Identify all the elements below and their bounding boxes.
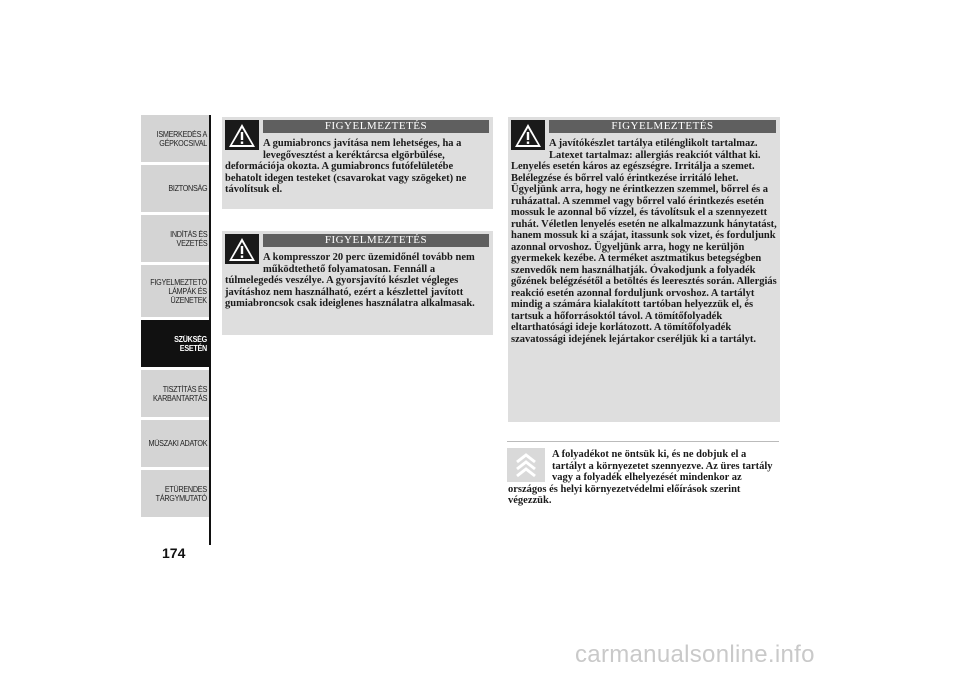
warning-text: A gumiabroncs javítása nem lehetséges, ha a levegővesztést a keréktárcsa elgörbülése, deformációja okozta. A gumiabroncs futófelületébe behatolt idegen testeket (csavarokat vagy szögeket) ne távolítsuk el.: [225, 138, 467, 195]
sidebar-item-warning-lights[interactable]: FIGYELMEZTETŐ LÁMPÁK ÉS ÜZENETEK: [141, 265, 211, 320]
section-sidebar: [141, 115, 211, 520]
sidebar-item-technical-data[interactable]: MŰSZAKI ADATOK: [141, 420, 211, 470]
sidebar-item-starting-driving[interactable]: INDÍTÁS ÉS VEZETÉS: [141, 215, 211, 265]
warning-box-sealant: [508, 117, 780, 422]
page-number: 174: [162, 545, 186, 561]
sidebar-item-safety[interactable]: BIZTONSÁG: [141, 165, 211, 215]
icon-indent: [225, 252, 263, 274]
sidebar-item-maintenance[interactable]: TISZTÍTÁS ÉS KARBANTARTÁS: [141, 370, 211, 420]
note-divider: [507, 441, 779, 442]
sidebar-item-getting-acquainted[interactable]: ISMERKEDÉS A GÉPKOCSIVAL: [141, 115, 211, 165]
warning-title: FIGYELMEZTETÉS: [549, 120, 776, 133]
warning-box-compressor: [222, 231, 493, 335]
icon-indent: [511, 138, 549, 160]
warning-text: A javítókészlet tartálya etilénglikolt tartalmaz. Latexet tartalmaz: allergiás reakciót válthat ki. Lenyelés esetén káros az egészségre. Irritálja a szemet. Belélegzése és bőrrel való érintkezése irritáló lehet. Ügyeljünk arra, hogy ne érintkezzen szemmel, bőrrel és a ruházattal. A szemmel vagy bőrrel való érintkezés esetén mossuk le azonnal bő vízzel, és távolítsuk el a szennyezett ruhát. Véletlen lenyelés esetén ne alkalmazzunk hánytatást, hanem mossuk ki a szájat, itassunk sok vizet, és forduljunk azonnal orvoshoz. Ügyeljünk arra, hogy ne kerüljön gyermekek kezébe. A terméket asztmatikus betegségben szenvedők nem használhatják. Óvakodjunk a folyadék gőzének belégzésétől a betöltés és leeresztés során. Allergiás reakció esetén azonnal forduljunk orvoshoz. A tartályt mindig a számára kialakított tartóban helyezzük el, és tartsuk a hőforrásoktól távol. A tömítőfolyadék eltarthatósági ideje korlátozott. A tömítőfolyadék szavatossági idejének lejártakor cseréljük ki a tartályt.: [511, 138, 777, 345]
warning-title: FIGYELMEZTETÉS: [263, 120, 489, 133]
sidebar-item-index[interactable]: ETŰRENDES TÁRGYMUTATÓ: [141, 470, 211, 520]
icon-indent: [225, 138, 263, 160]
warning-box-repair: [222, 117, 493, 209]
sidebar-rule: [209, 115, 211, 545]
warning-text: A kompresszor 20 perc üzemidőnél tovább nem működtethető folyamatosan. Fennáll a túlmelegedés veszélye. A gyorsjavító készlet végleges javításhoz nem használható, ezért a készlettel javított gumiabroncsok csak ideiglenes használatra alkalmasak.: [225, 252, 475, 309]
icon-indent: [508, 449, 552, 483]
warning-title: FIGYELMEZTETÉS: [263, 234, 489, 247]
sidebar-item-emergency[interactable]: SZÜKSÉG ESETÉN: [141, 320, 211, 370]
environment-note: A folyadékot ne öntsük ki, és ne dobjuk el a tartályt a környezetet szennyezve. Az üres tartály vagy a folyadék elhelyezését mindenkor az országos és helyi környezetvédelmi előírások szerint végezzük.: [508, 449, 773, 506]
watermark: carmanualsonline.info: [575, 641, 815, 668]
